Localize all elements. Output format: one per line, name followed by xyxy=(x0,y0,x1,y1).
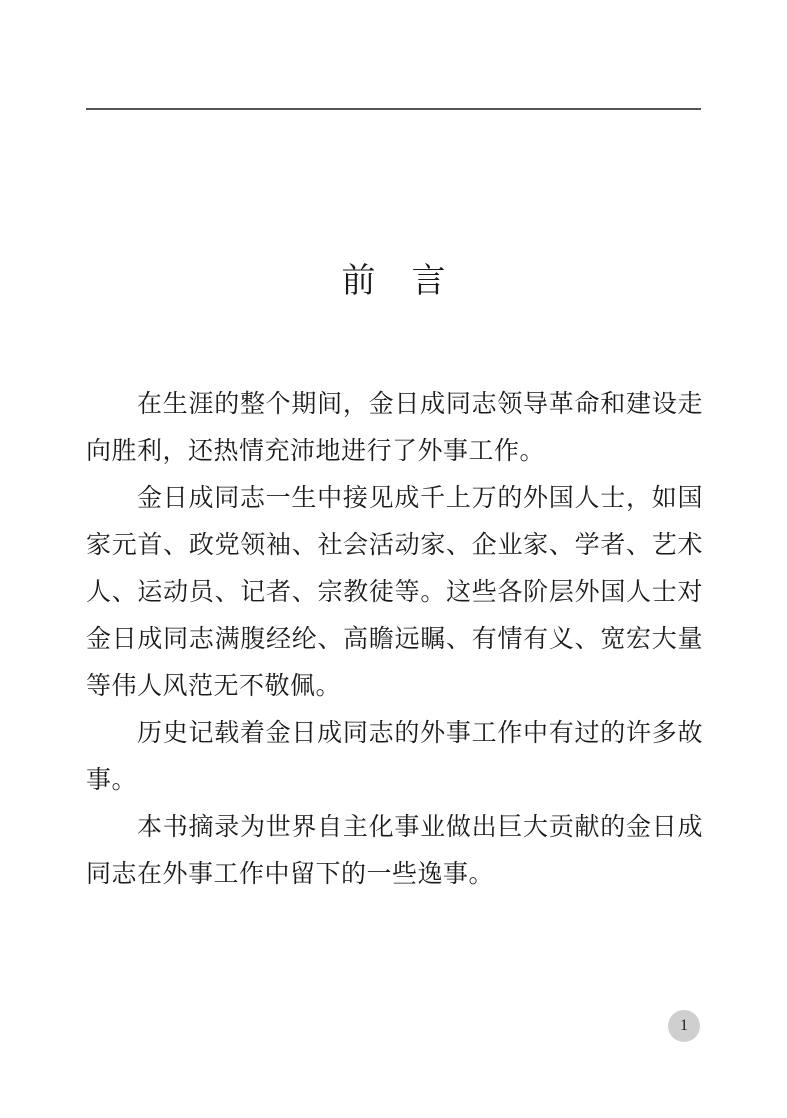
preface-body xyxy=(86,380,703,897)
paragraph: 本书摘录为世界自主化事业做出巨大贡献的金日成同志在外事工作中留下的一些逸事。 xyxy=(86,812,703,888)
header-rule xyxy=(86,108,701,110)
page-title: 前言 xyxy=(341,260,482,301)
page-number-badge: 1 xyxy=(668,1010,700,1042)
paragraph: 历史记载着金日成同志的外事工作中有过的许多故事。 xyxy=(86,718,703,794)
paragraph: 在生涯的整个期间，金日成同志领导革命和建设走向胜利，还热情充沛地进行了外事工作。 xyxy=(86,389,703,465)
paragraph: 金日成同志一生中接见成千上万的外国人士，如国家元首、政党领袖、社会活动家、企业家、学者、艺术人、运动员、记者、宗教徒等。这些各阶层外国人士对金日成同志满腹经纶、高瞻远瞩、有情有义、宽宏大量等伟人风范无不敬佩。 xyxy=(86,483,703,700)
